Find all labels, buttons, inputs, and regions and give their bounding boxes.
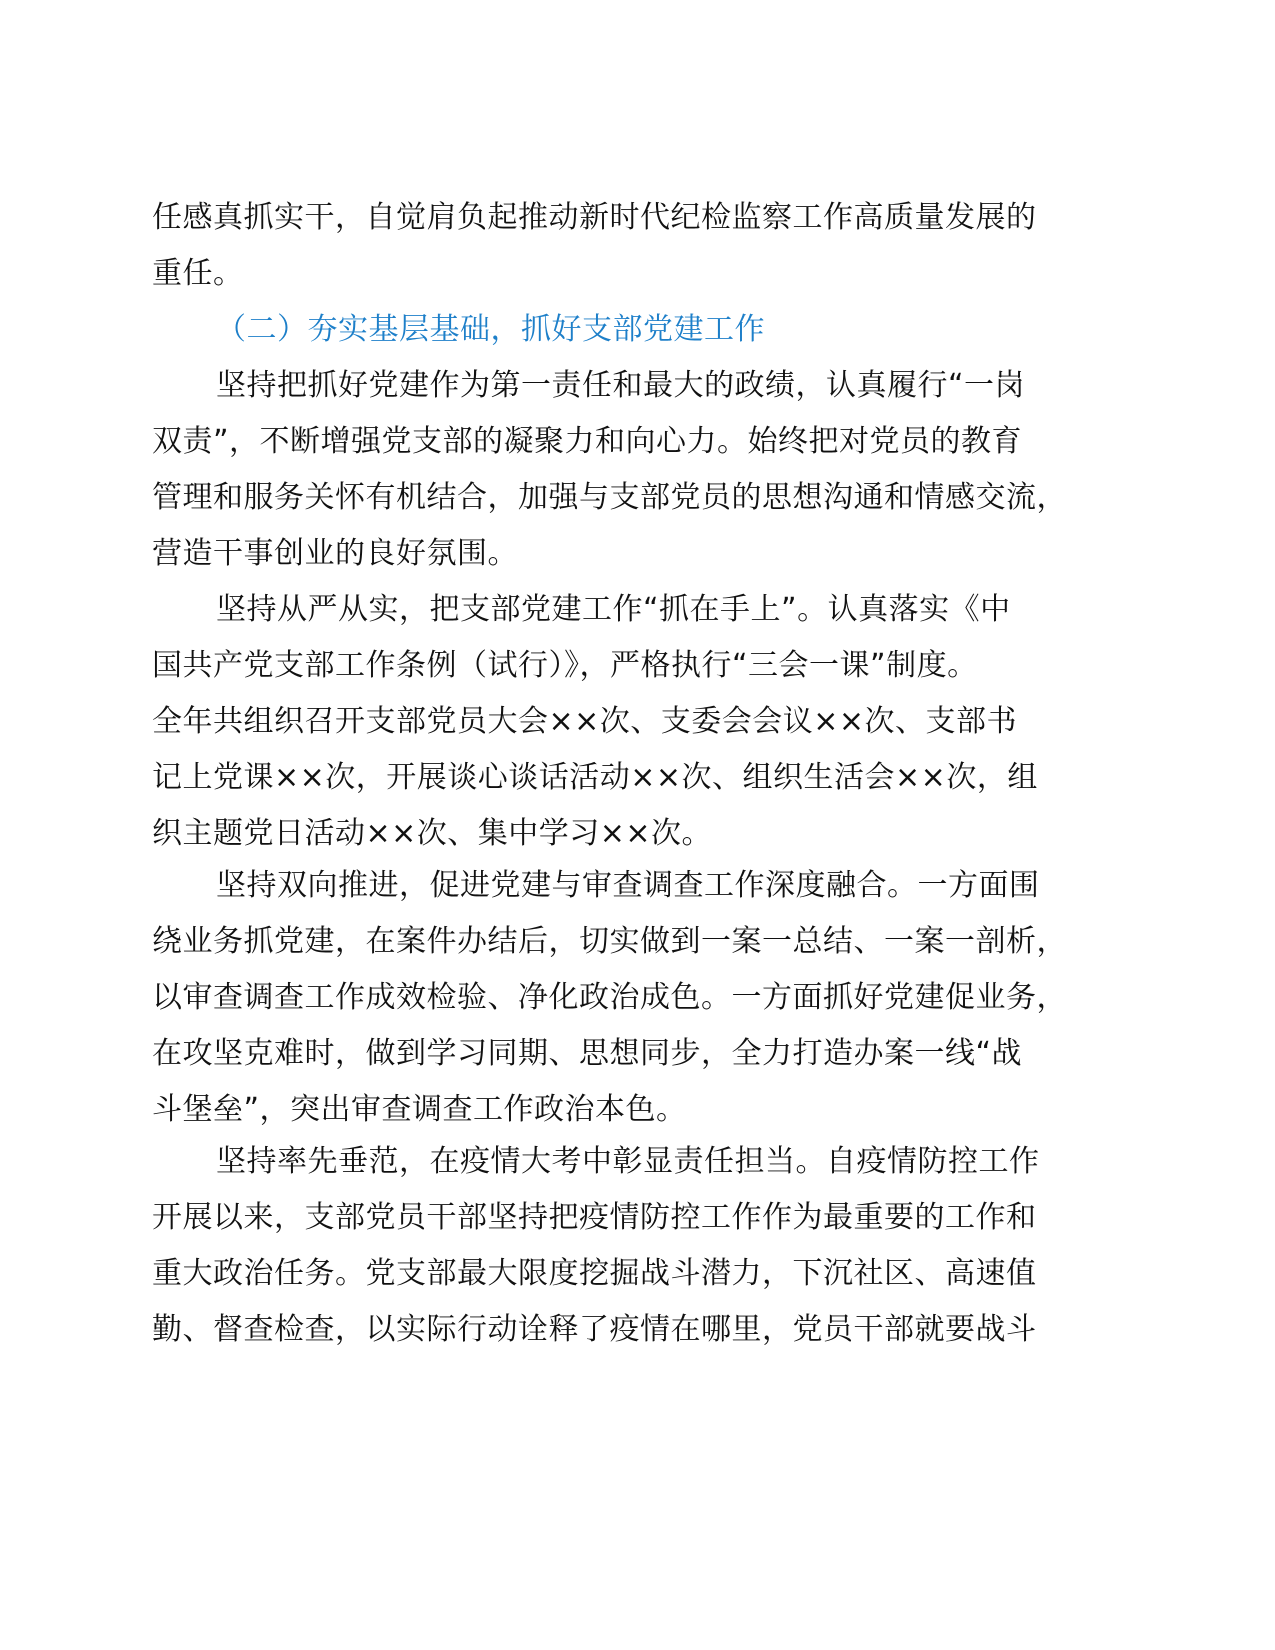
paragraph-line: 在攻坚克难时，做到学习同期、思想同步，全力打造办案一线“战 xyxy=(152,1036,1023,1071)
paragraph-line: 重大政治任务。党支部最大限度挖掘战斗潜力，下沉社区、高速值 xyxy=(152,1256,1037,1291)
paragraph-line: 斗堡垒”，突出审查调查工作政治本色。 xyxy=(152,1092,687,1127)
paragraph-line: 坚持双向推进，促进党建与审查调查工作深度融合。一方面围 xyxy=(216,868,1040,903)
continuation-line: 重任。 xyxy=(152,256,244,291)
continuation-line: 任感真抓实干，自觉肩负起推动新时代纪检监察工作高质量发展的 xyxy=(152,200,1037,235)
paragraph-line: 绕业务抓党建，在案件办结后，切实做到一案一总结、一案一剖析， xyxy=(152,924,1067,959)
paragraph-line: 营造干事创业的良好氛围。 xyxy=(152,536,518,571)
paragraph-line: 双责”，不断增强党支部的凝聚力和向心力。始终把对党员的教育 xyxy=(152,424,1023,459)
paragraph-line: 管理和服务关怀有机结合，加强与支部党员的思想沟通和情感交流， xyxy=(152,480,1067,515)
paragraph-line: 坚持从严从实，把支部党建工作“抓在手上”。认真落实《中 xyxy=(216,592,1011,627)
paragraph-line: 全年共组织召开支部党员大会××次、支委会会议××次、支部书 xyxy=(152,704,1018,739)
paragraph-line: 织主题党日活动××次、集中学习××次。 xyxy=(152,816,713,851)
paragraph-line: 记上党课××次，开展谈心谈话活动××次、组织生活会××次，组 xyxy=(152,760,1038,795)
paragraph-line: 坚持率先垂范，在疫情大考中彰显责任担当。自疫情防控工作 xyxy=(216,1144,1040,1179)
paragraph-line: 开展以来，支部党员干部坚持把疫情防控工作作为最重要的工作和 xyxy=(152,1200,1037,1235)
paragraph-line: 国共产党支部工作条例（试行）》，严格执行“三会一课”制度。 xyxy=(152,648,978,683)
section-heading: （二）夯实基层基础，抓好支部党建工作 xyxy=(216,312,765,347)
paragraph-line: 以审查调查工作成效检验、净化政治成色。一方面抓好党建促业务， xyxy=(152,980,1067,1015)
paragraph-line: 坚持把抓好党建作为第一责任和最大的政绩，认真履行“一岗 xyxy=(216,368,1026,403)
paragraph-line: 勤、督查检查，以实际行动诠释了疫情在哪里，党员干部就要战斗 xyxy=(152,1312,1037,1347)
